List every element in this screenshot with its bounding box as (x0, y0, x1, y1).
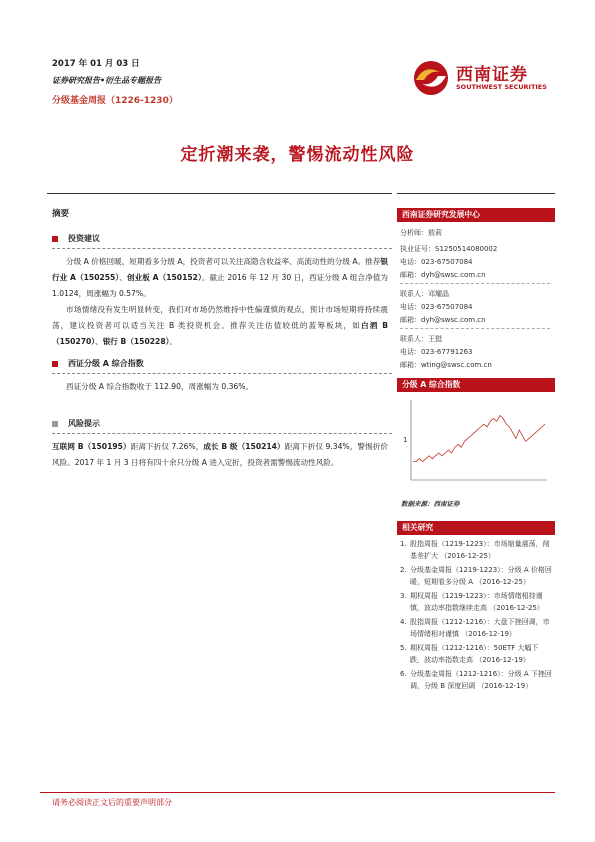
related-item-number: 2. (400, 566, 407, 574)
email-line: 邮箱：dyh@swsc.com.cn (400, 271, 486, 279)
related-item-number: 5. (400, 644, 407, 652)
related-item-number: 3. (400, 592, 407, 600)
report-type: 证券研究报告•衍生品专题报告 (52, 76, 162, 85)
dashed-divider (52, 373, 392, 375)
contact-line: 联系人：邓耀晶 (400, 290, 449, 298)
footer-divider (40, 792, 555, 793)
related-item-number: 4. (400, 618, 407, 626)
bullet-square-icon (52, 236, 58, 242)
analyst-line: 分析师：敖莉 (400, 229, 442, 237)
logo-name-en: SOUTHWEST SECURITIES (456, 83, 547, 91)
phone-line: 电话：023-67507084 (400, 258, 473, 266)
abstract-label: 摘要 (52, 209, 70, 219)
invest-paragraph-2: 市场情绪没有发生明显转变，我们对市场仍然维持中性偏谨慎的观点，预计市场短期将持续震荡，建议投资者可以适当关注 B 类投资机会。推荐关注估值较低的蓝筹板块，如白酒 B（150270）、银行 B（150228）。 (52, 305, 388, 346)
related-research-header: 相关研究 (397, 521, 555, 535)
cert-line: 执业证号：S1250514080002 (400, 245, 498, 253)
related-item-number: 6. (400, 670, 407, 678)
dashed-divider (400, 283, 550, 285)
section-index-header (52, 358, 392, 372)
y-tick-label: 1 (403, 436, 408, 444)
company-logo-icon (410, 58, 452, 98)
series-line (413, 416, 545, 462)
dashed-divider (52, 433, 392, 435)
divider (397, 193, 555, 194)
footer-disclaimer: 请务必阅读正文后的重要声明部分 (52, 798, 172, 807)
logo-name-cn: 西南证券 (456, 65, 528, 85)
related-item-text: 分级基金周报（1212-1216）：分级 A 下挫回调，分级 B 深度回调 （2016-12-19） (410, 670, 552, 690)
email-line: 邮箱：wting@swsc.com.cn (400, 361, 492, 369)
contact-line: 联系人：王挺 (400, 335, 442, 343)
section-label: 投资建议 (68, 234, 100, 243)
page-title: 定折潮来袭，警惕流动性风险 (180, 145, 415, 165)
phone-line: 电话：023-67507084 (400, 303, 473, 311)
risk-paragraph: 互联网 B（150195）距离下折仅 7.26%，成长 B 级（150214）距离下折仅 9.34%，警惕折价风险。2017 年 1 月 3 日将有四十余只分级 A 进入定折，投资者需警惕流动性风险。 (52, 442, 388, 467)
email-line: 邮箱：dyh@swsc.com.cn (400, 316, 486, 324)
related-item-text: 股指周报（1219-1223）：市场缩量震荡，削基差扩大 （2016-12-25） (410, 540, 550, 560)
index-chart (397, 394, 555, 496)
related-item-text: 股指周报（1212-1216）：大盘下挫回调，市场情绪相对谨慎 （2016-12-19） (410, 618, 550, 638)
related-item-text: 期权周报（1212-1216）：50ETF 大幅下跌，波动率指数走高 （2016-12-19） (410, 644, 539, 664)
dashed-divider (52, 248, 392, 250)
bullet-square-icon (52, 421, 58, 427)
report-date: 2017 年 01 月 03 日 (52, 59, 140, 69)
invest-paragraph-1: 分级 A 价格回暖，短期看多分级 A，投资者可以关注高隐含收益率、高流动性的分级 A。推荐银行业 A（150255）、创业板 A（150152）。截止 2016 年 12 月 30 日，西证分级 A 组合净值为 1.0124，周涨幅为 0.57%。 (52, 257, 389, 298)
research-center-header: 西南证券研究发展中心 (397, 208, 555, 222)
divider (47, 193, 392, 194)
phone-line: 电话：023-67791263 (400, 348, 473, 356)
chart-header: 分级 A 综合指数 (397, 378, 555, 392)
report-series: 分级基金周报（1226-1230） (52, 96, 178, 106)
bullet-square-icon (52, 361, 58, 367)
related-item-text: 期权周报（1219-1223）：市场情绪相持谨慎，波动率指数继续走高 （2016-12-25） (410, 592, 544, 612)
section-risk-header (52, 418, 392, 432)
related-item-text: 分级基金周报（1219-1223）：分级 A 价格回暖，短期看多分级 A （2016-12-25） (410, 566, 552, 586)
index-paragraph: 西证分级 A 综合指数收于 112.90，周涨幅为 0.36%。 (66, 382, 254, 391)
chart-source: 数据来源：西南证券 (401, 500, 460, 508)
section-label: 风险提示 (68, 419, 100, 428)
dashed-divider (400, 328, 550, 330)
section-label: 西证分级 A 综合指数 (68, 359, 144, 368)
section-invest-header (52, 233, 392, 247)
related-item-number: 1. (400, 540, 407, 548)
